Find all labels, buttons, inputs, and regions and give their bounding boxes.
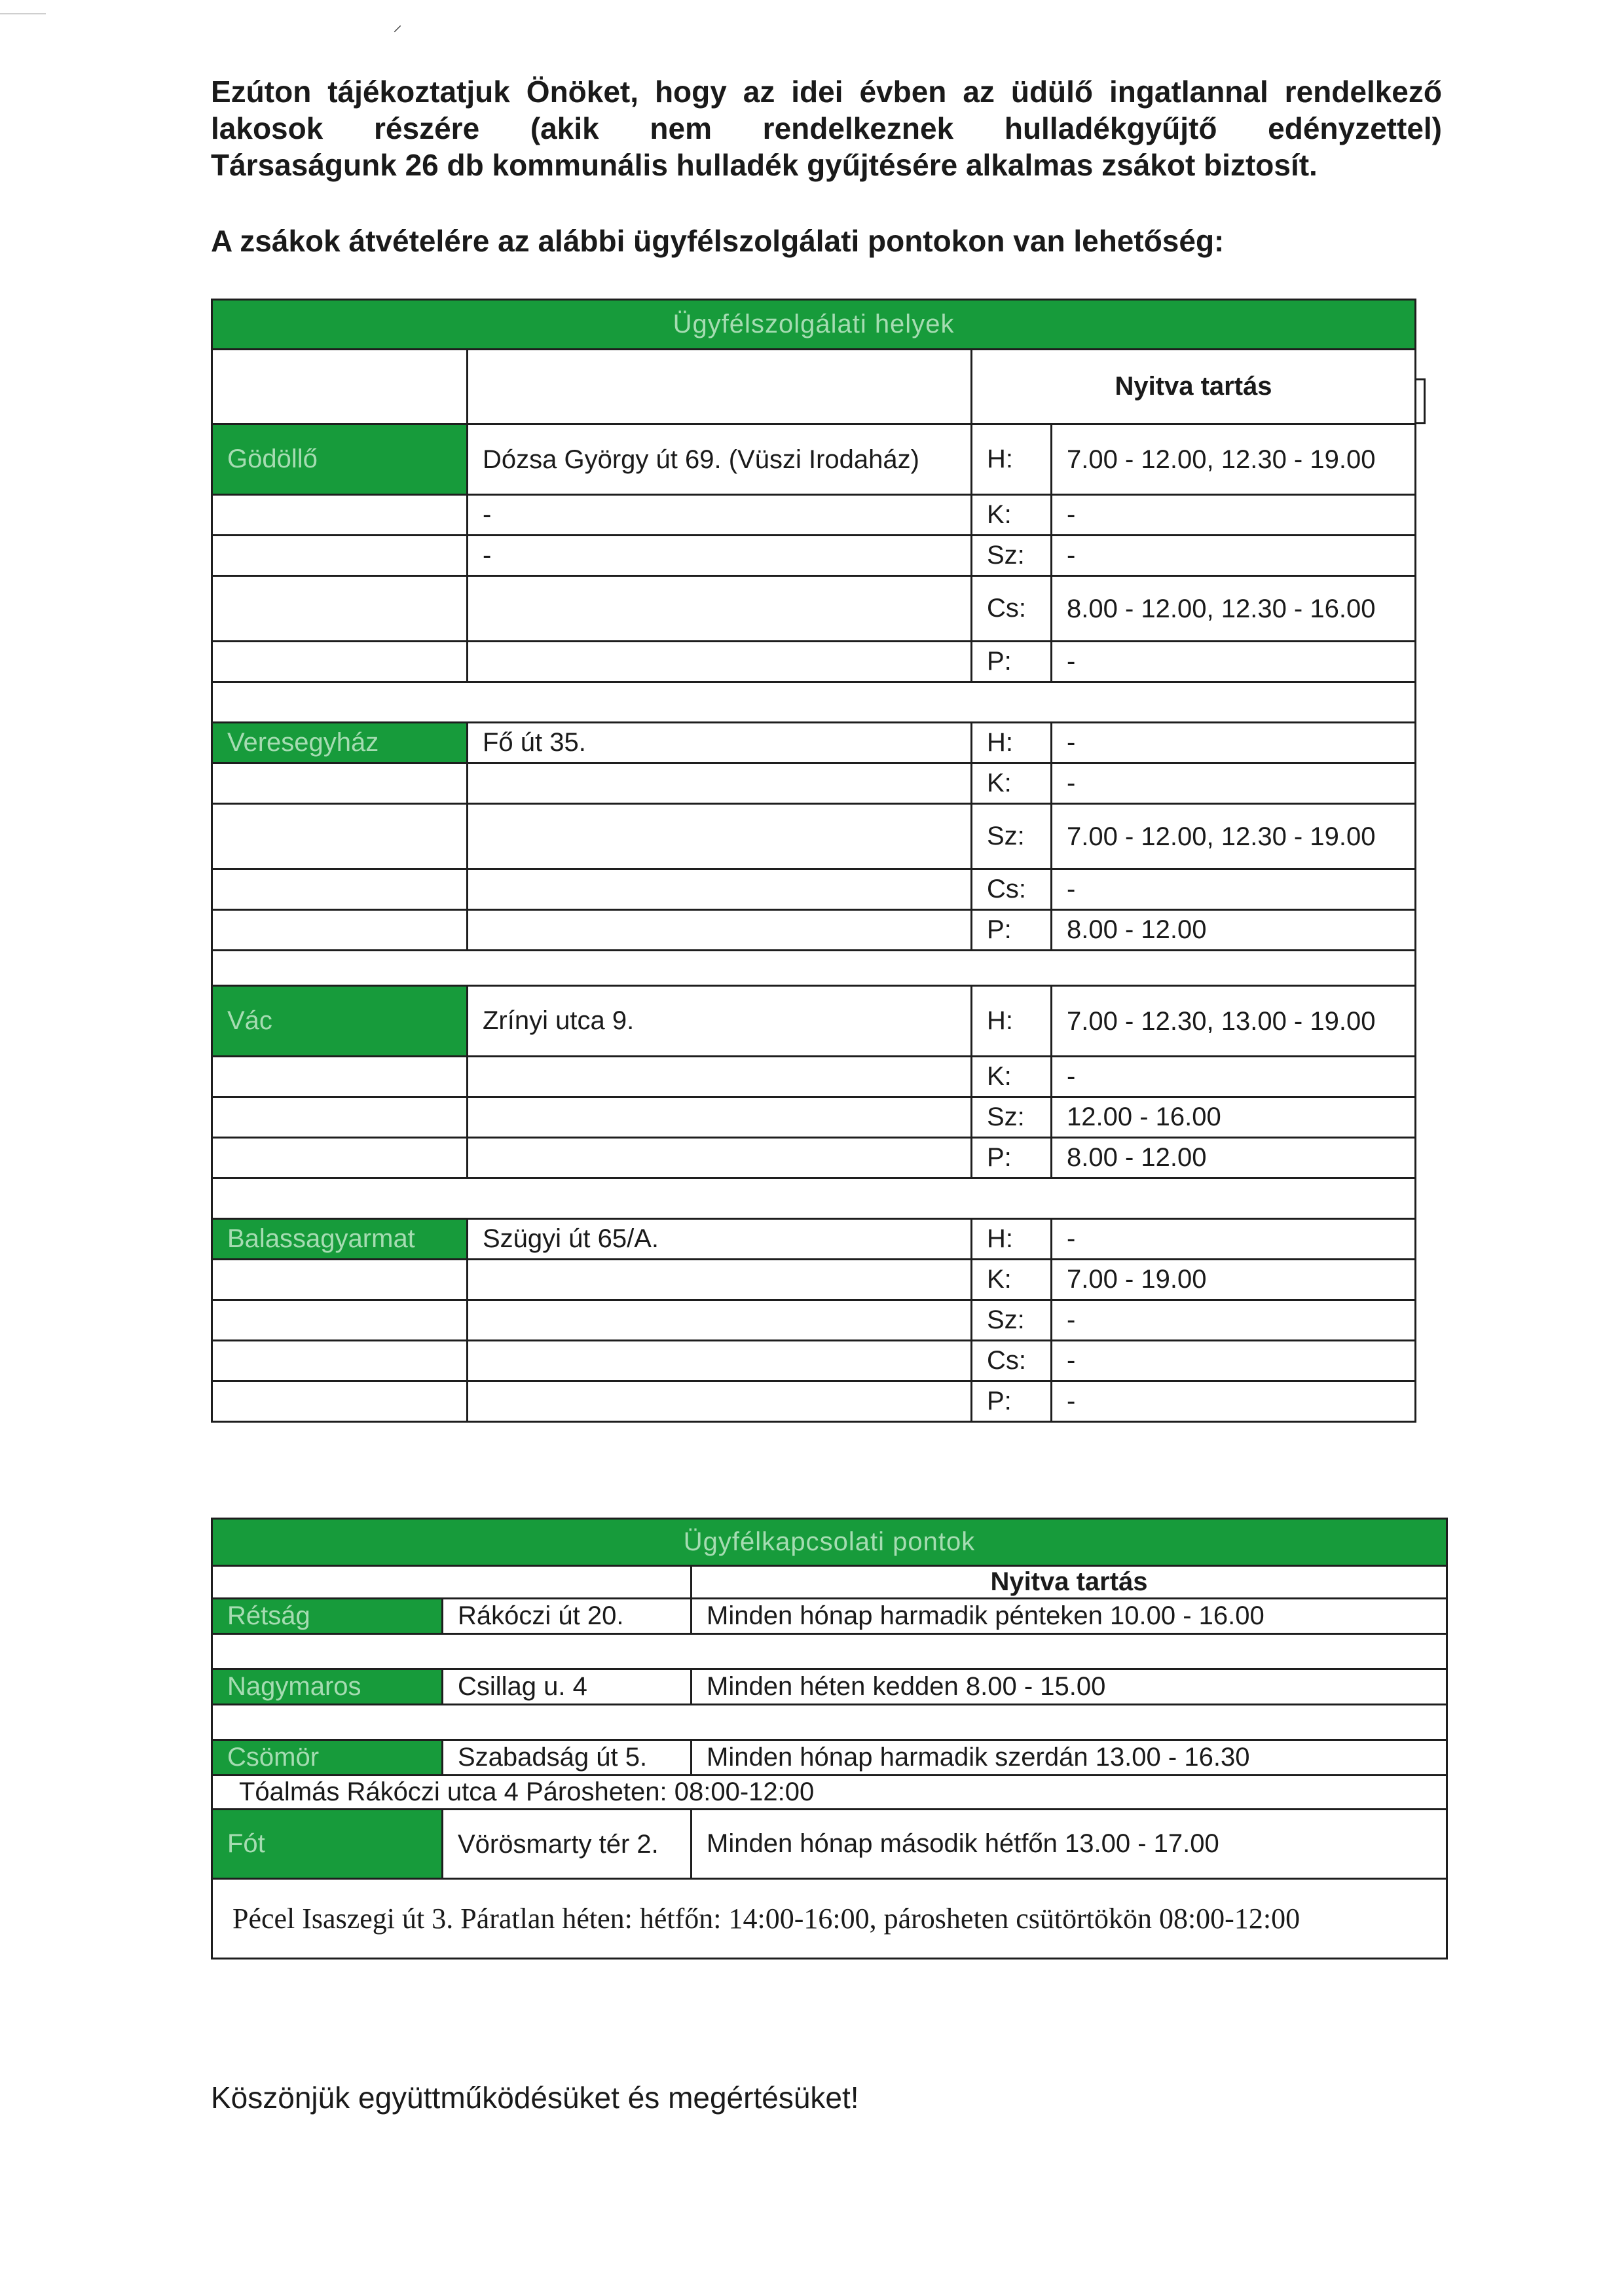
spacer-row xyxy=(212,1178,1416,1219)
day-hours: 8.00 - 12.00, 12.30 - 16.00 xyxy=(1052,576,1416,642)
day-label: P: xyxy=(972,642,1052,682)
scan-edge-line xyxy=(0,13,46,14)
day-hours: - xyxy=(1052,1300,1416,1341)
day-hours: - xyxy=(1052,1057,1416,1097)
day-hours: - xyxy=(1052,536,1416,576)
header-empty-cell xyxy=(212,350,468,424)
header-empty-cell xyxy=(468,350,972,424)
empty-cell xyxy=(212,910,468,951)
address-extra: - xyxy=(468,495,972,536)
subheading: A zsákok átvételére az alábbi ügyfélszolgálati pontokon van lehetőség: xyxy=(211,224,1225,258)
address-veresegyhaz: Fő út 35. xyxy=(468,723,972,763)
empty-cell xyxy=(212,804,468,869)
hours-fot: Minden hónap második hétfőn 13.00 - 17.00 xyxy=(692,1810,1447,1879)
address-extra: - xyxy=(468,536,972,576)
day-label: Cs: xyxy=(972,1341,1052,1381)
day-label: H: xyxy=(972,723,1052,763)
day-label: K: xyxy=(972,1260,1052,1300)
spacer-row xyxy=(212,1634,1447,1669)
header-empty-cell xyxy=(212,1566,692,1599)
pecel-note: Pécel Isaszegi út 3. Páratlan héten: hétfőn: 14:00-16:00, párosheten csütörtökön 08:00-12:00 xyxy=(212,1879,1447,1959)
empty-cell xyxy=(468,1381,972,1422)
day-hours: - xyxy=(1052,495,1416,536)
address-godollo: Dózsa György út 69. (Vüszi Irodaház) xyxy=(468,424,972,495)
day-hours: - xyxy=(1052,1341,1416,1381)
empty-cell xyxy=(212,1138,468,1178)
intro-paragraph xyxy=(211,73,1442,183)
day-hours: - xyxy=(1052,869,1416,910)
city-fot: Fót xyxy=(212,1810,443,1879)
hours-nagymaros: Minden héten kedden 8.00 - 15.00 xyxy=(692,1669,1447,1705)
day-hours: 8.00 - 12.00 xyxy=(1052,910,1416,951)
empty-cell xyxy=(212,1341,468,1381)
empty-cell xyxy=(212,1097,468,1138)
intro-line-1: Ezúton tájékoztatjuk Önöket, hogy az idei évben az üdülő ingatlannal rendelkező xyxy=(211,75,1442,109)
empty-cell xyxy=(468,763,972,804)
address-retsag: Rákóczi út 20. xyxy=(443,1599,692,1634)
city-veresegyhaz: Veresegyház xyxy=(212,723,468,763)
day-label: H: xyxy=(972,986,1052,1057)
day-hours: - xyxy=(1052,763,1416,804)
day-label: Cs: xyxy=(972,576,1052,642)
day-hours: - xyxy=(1052,642,1416,682)
empty-cell xyxy=(212,1260,468,1300)
empty-cell xyxy=(212,576,468,642)
day-hours: 7.00 - 12.30, 13.00 - 19.00 xyxy=(1052,986,1416,1057)
empty-cell xyxy=(212,763,468,804)
empty-cell xyxy=(468,1097,972,1138)
day-label: K: xyxy=(972,495,1052,536)
empty-cell xyxy=(468,1138,972,1178)
day-label: Cs: xyxy=(972,869,1052,910)
address-fot: Vörösmarty tér 2. xyxy=(443,1810,692,1879)
day-label: P: xyxy=(972,1381,1052,1422)
day-label: H: xyxy=(972,1219,1052,1260)
service-points-title: Ügyfélszolgálati helyek xyxy=(212,300,1416,350)
empty-cell xyxy=(468,642,972,682)
spacer-row xyxy=(212,682,1416,723)
day-label: K: xyxy=(972,1057,1052,1097)
empty-cell xyxy=(468,1300,972,1341)
day-label: P: xyxy=(972,1138,1052,1178)
day-hours: - xyxy=(1052,1219,1416,1260)
empty-cell xyxy=(468,910,972,951)
contact-points-table xyxy=(211,1518,1448,1959)
hours-csomor: Minden hónap harmadik szerdán 13.00 - 16.30 xyxy=(692,1740,1447,1776)
contact-hours-header: Nyitva tartás xyxy=(692,1566,1447,1599)
day-label: Sz: xyxy=(972,536,1052,576)
empty-cell xyxy=(212,536,468,576)
empty-cell xyxy=(212,1300,468,1341)
day-hours: 7.00 - 12.00, 12.30 - 19.00 xyxy=(1052,424,1416,495)
empty-cell xyxy=(468,1057,972,1097)
empty-cell xyxy=(468,804,972,869)
intro-line-3: Társaságunk 26 db kommunális hulladék gyűjtésére alkalmas zsákot biztosít. xyxy=(211,148,1318,182)
empty-cell xyxy=(468,869,972,910)
empty-cell xyxy=(212,1381,468,1422)
spacer-row xyxy=(212,1705,1447,1740)
day-label: H: xyxy=(972,424,1052,495)
toalmas-note: Tóalmás Rákóczi utca 4 Párosheten: 08:00-12:00 xyxy=(212,1776,1447,1810)
day-hours: 12.00 - 16.00 xyxy=(1052,1097,1416,1138)
hours-retsag: Minden hónap harmadik pénteken 10.00 - 16.00 xyxy=(692,1599,1447,1634)
city-godollo: Gödöllő xyxy=(212,424,468,495)
table-edge-notch xyxy=(1414,378,1426,424)
day-hours: - xyxy=(1052,723,1416,763)
empty-cell xyxy=(212,869,468,910)
day-hours: - xyxy=(1052,1381,1416,1422)
day-hours: 7.00 - 12.00, 12.30 - 19.00 xyxy=(1052,804,1416,869)
service-points-table xyxy=(211,299,1416,1423)
city-retsag: Rétság xyxy=(212,1599,443,1634)
hours-header: Nyitva tartás xyxy=(972,350,1416,424)
day-label: Sz: xyxy=(972,1300,1052,1341)
city-vac: Vác xyxy=(212,986,468,1057)
empty-cell xyxy=(212,1057,468,1097)
city-nagymaros: Nagymaros xyxy=(212,1669,443,1705)
empty-cell xyxy=(468,1260,972,1300)
empty-cell xyxy=(212,642,468,682)
address-balassagyarmat: Szügyi út 65/A. xyxy=(468,1219,972,1260)
address-vac: Zrínyi utca 9. xyxy=(468,986,972,1057)
day-label: K: xyxy=(972,763,1052,804)
empty-cell xyxy=(468,576,972,642)
day-hours: 8.00 - 12.00 xyxy=(1052,1138,1416,1178)
spacer-row xyxy=(212,951,1416,986)
address-csomor: Szabadság út 5. xyxy=(443,1740,692,1776)
city-balassagyarmat: Balassagyarmat xyxy=(212,1219,468,1260)
empty-cell xyxy=(468,1341,972,1381)
city-csomor: Csömör xyxy=(212,1740,443,1776)
day-label: P: xyxy=(972,910,1052,951)
pen-mark: ⸝ xyxy=(393,14,403,35)
day-label: Sz: xyxy=(972,1097,1052,1138)
day-hours: 7.00 - 19.00 xyxy=(1052,1260,1416,1300)
closing-text: Köszönjük együttműködésüket és megértésüket! xyxy=(211,2081,859,2115)
empty-cell xyxy=(212,495,468,536)
intro-line-2: lakosok részére (akik nem rendelkeznek hulladékgyűjtő edényzettel) xyxy=(211,111,1442,145)
address-nagymaros: Csillag u. 4 xyxy=(443,1669,692,1705)
day-label: Sz: xyxy=(972,804,1052,869)
contact-points-title: Ügyfélkapcsolati pontok xyxy=(212,1519,1447,1566)
